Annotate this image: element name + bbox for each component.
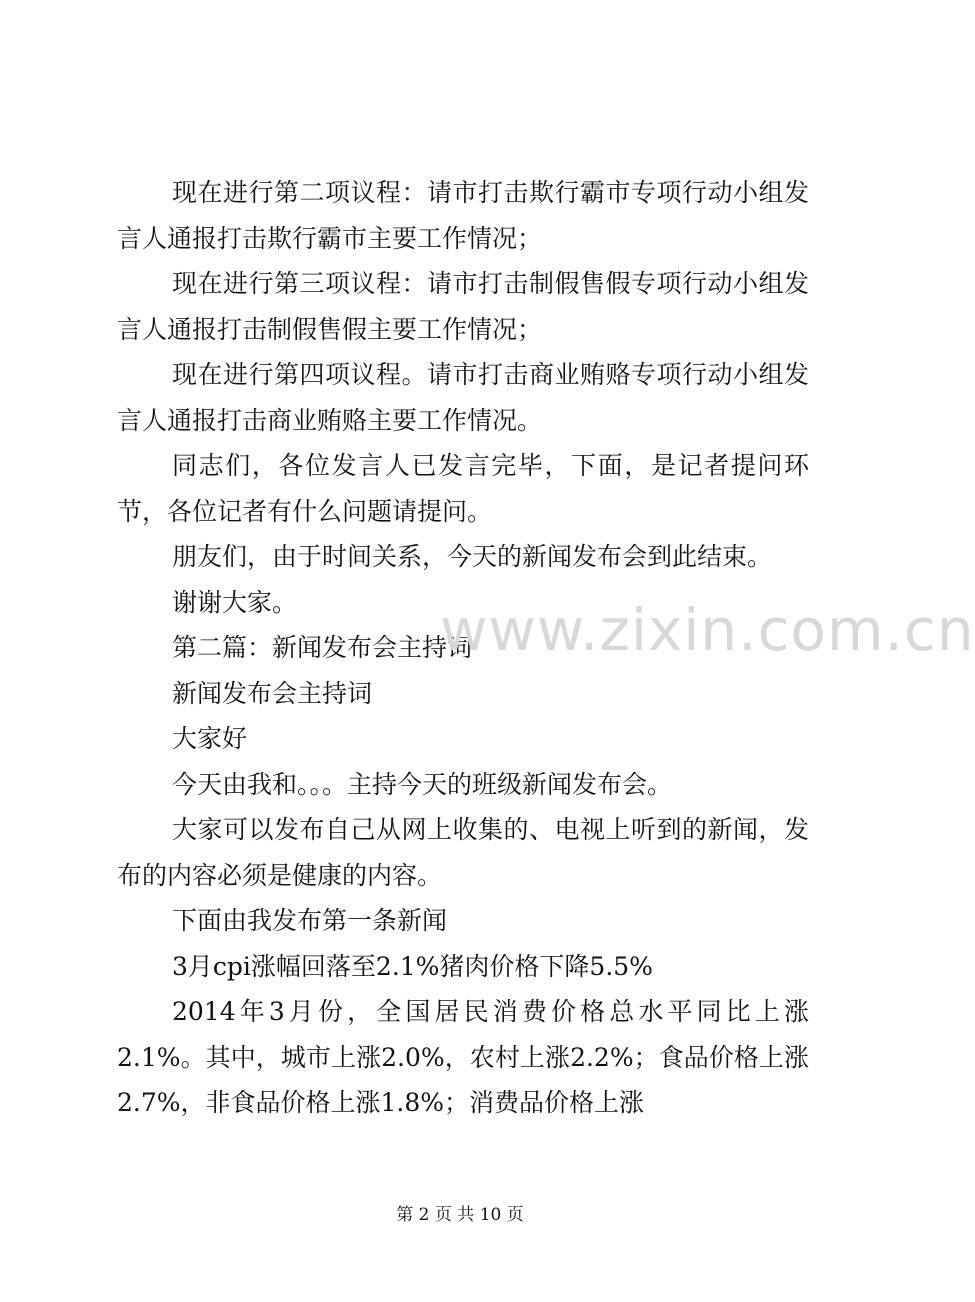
page-footer: 第 2 页 共 10 页 (396, 1205, 524, 1225)
paragraph-agenda-4: 现在进行第四项议程。请市打击商业贿赂专项行动小组发言人通报打击商业贿赂主要工作情况。 (117, 360, 809, 435)
paragraph-news-guidelines: 大家可以发布自己从网上收集的、电视上听到的新闻，发布的内容必须是健康的内容。 (117, 815, 809, 890)
paragraph-closing: 朋友们，由于时间关系，今天的新闻发布会到此结束。 (172, 542, 773, 571)
paragraph-news-body: 2014年3月份，全国居民消费价格总水平同比上涨2.1%。其中，城市上涨2.0%，农村上涨2.2%；食品价格上涨2.7%，非食品价格上涨1.8%；消费品价格上涨 (117, 997, 809, 1117)
document-body (117, 170, 809, 1126)
paragraph-greeting: 大家好 (172, 724, 248, 753)
paragraph-news-headline: 3月cpi涨幅回落至2.1%猪肉价格下降5.5% (172, 951, 653, 981)
watermark: www.zixin.com.cn (440, 596, 975, 664)
section-subheading: 新闻发布会主持词 (172, 678, 373, 708)
paragraph-hosts: 今天由我和。。。主持今天的班级新闻发布会。 (172, 769, 673, 799)
paragraph-thanks: 谢谢大家。 (172, 587, 298, 617)
paragraph-agenda-3: 现在进行第三项议程：请市打击制假售假专项行动小组发言人通报打击制假售假主要工作情况； (117, 269, 809, 344)
paragraph-agenda-2: 现在进行第二项议程：请市打击欺行霸市专项行动小组发言人通报打击欺行霸市主要工作情况； (117, 178, 809, 253)
paragraph-first-news-intro: 下面由我发布第一条新闻 (172, 906, 448, 935)
section-heading-part-two: 第二篇：新闻发布会主持词 (172, 633, 473, 662)
paragraph-press-questions: 同志们，各位发言人已发言完毕，下面，是记者提问环节，各位记者有什么问题请提问。 (117, 451, 809, 526)
